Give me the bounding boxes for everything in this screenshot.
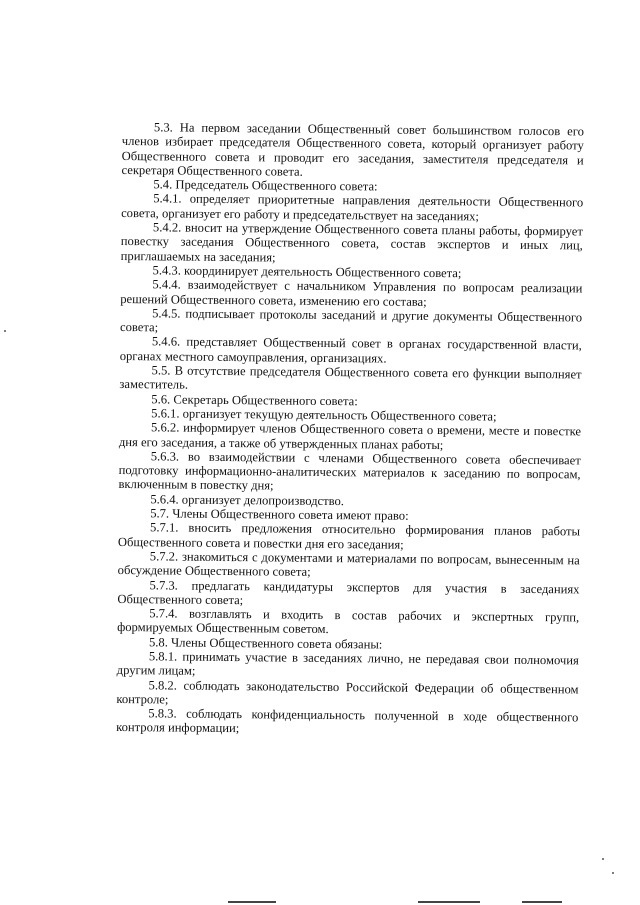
paragraph-5-5: 5.5. В отсутствие председателя Общественного совета его функции выполняет заместитель. [119, 363, 582, 392]
scan-speck [4, 330, 6, 332]
paragraph-5-8-3: 5.8.3. соблюдать конфиденциальность полученной в ходе общественного контроля информации; [116, 706, 579, 736]
paragraph-5-7-2: 5.7.2. знакомиться с документами и материалами по вопросам, вынесенным на обсуждение Общественного совета; [117, 549, 580, 580]
paragraph-5-6-3: 5.6.3. во взаимодействии с членами Общественного совета обеспечивает подготовку информационно-аналитических материалов к заседанию по вопросам, включенным в повестку дня; [118, 449, 581, 493]
paragraph-5-8: 5.8. Члены Общественного совета обязаны: [148, 634, 383, 652]
paragraph-5-7: 5.7. Члены Общественного совета имеют право: [150, 506, 409, 523]
paragraph-5-4-1: 5.4.1. определяет приоритетные направления деятельности Общественного совета, организует его работу и председательствует на заседаниях; [121, 191, 584, 224]
paragraph-5-4: 5.4. Председатель Общественного совета: [153, 177, 378, 194]
paragraph-5-6-4: 5.6.4. организует делопроизводство. [150, 492, 345, 508]
document-body [116, 120, 584, 739]
paragraph-5-7-3: 5.7.3. предлагать кандидатуры экспертов для участия в заседаниях Общественного совета; [117, 577, 580, 607]
paragraph-5-4-6: 5.4.6. представляет Общественный совет в органах государственной власти, органах местного самоуправления, организациях. [119, 334, 582, 366]
paragraph-5-4-3: 5.4.3. координирует деятельность Общественного совета; [152, 263, 462, 281]
paragraph-5-4-5: 5.4.5. подписывает протоколы заседаний и другие документы Общественного совета; [119, 306, 583, 335]
paragraph-5-8-1: 5.8.1. принимать участие в заседаниях лично, не передавая свои полномочия другим лицам; [116, 649, 579, 679]
scan-speck [612, 872, 614, 874]
scan-edge-mark [522, 901, 562, 903]
scan-edge-mark [418, 901, 480, 903]
paragraph-5-4-4: 5.4.4. взаимодействует с начальником Управления по вопросам реализации решений Общественного совета, изменению его состава; [120, 277, 583, 309]
paragraph-5-7-1: 5.7.1. вносить предложения относительно формирования планов работы Общественного совета и повестки дня его заседания; [117, 520, 581, 552]
paragraph-5-4-2: 5.4.2. вносит на утверждение Общественного совета планы работы, формирует повестку заседания Общественного совета, состав экспертов и иных лиц, приглашаемых на заседания; [120, 220, 584, 265]
paragraph-5-3: 5.3. На первом заседании Общественный совет большинством голосов его членов избирает председателя Общественного совета, который организует работу Общественного совета и проводит его заседания, заместителя председателя и секретаря Общественного совета. [121, 120, 584, 179]
paragraph-5-8-2: 5.8.2. соблюдать законодательство Российской Федерации об общественном контроле; [116, 677, 579, 707]
paragraph-5-6-2: 5.6.2. информирует членов Общественного совета о времени, месте и повестке дня его заседания, а также об утвержденных планах работы; [118, 420, 582, 452]
scan-edge-mark [228, 901, 276, 903]
paragraph-5-7-4: 5.7.4. возглавлять и входить в состав рабочих и экспертных групп, формируемых Общественным советом. [117, 606, 580, 637]
paragraph-5-6-1: 5.6.1. организует текущую деятельность Общественного совета; [151, 406, 497, 424]
paragraph-5-6: 5.6. Секретарь Общественного совета: [151, 391, 358, 408]
scan-speck [602, 858, 604, 860]
